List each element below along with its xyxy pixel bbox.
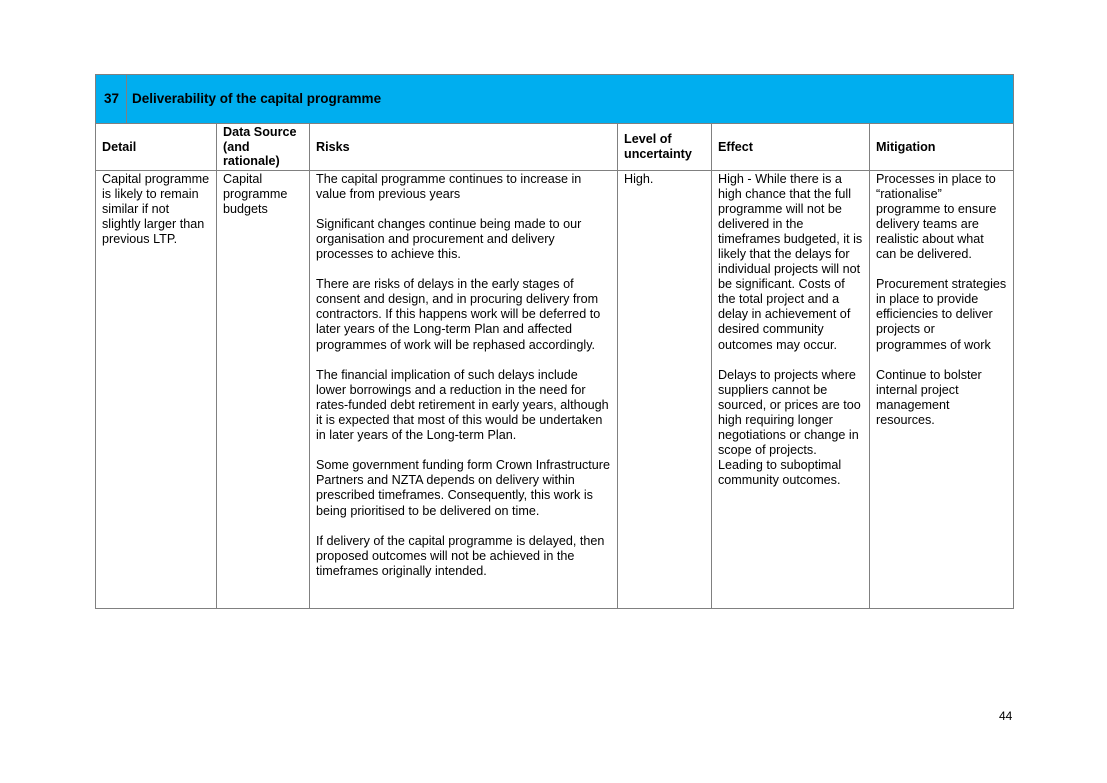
column-header-detail: Detail [96,124,217,171]
uncertainty-header-line: Level of [624,132,672,147]
column-header-risks: Risks [310,124,618,171]
column-header-mitigation: Mitigation [870,124,1014,171]
section-header-row [96,75,1014,124]
effect-cell [712,170,870,608]
column-header-uncertainty [618,124,712,171]
risk-paragraph: Some government funding form Crown Infrastructure Partners and NZTA depends on delivery within prescribed timeframes. Consequently, this work is being prioritised to be delivered on time. [316,458,610,518]
data-source-cell: Capital programme budgets [217,170,310,608]
risk-paragraph: Significant changes continue being made to our organisation and procurement and delivery processes to achieve this. [316,216,582,261]
data-source-header-line: Data Source [223,125,297,139]
column-header-row [96,124,1014,171]
uncertainty-cell: High. [618,170,712,608]
mitigation-paragraph: Procurement strategies in place to provide efficiencies to deliver projects or programmes of work [876,277,1007,352]
risk-paragraph: The capital programme continues to increase in value from previous years [316,171,582,201]
effect-paragraph: Delays to projects where suppliers cannot be sourced, or prices are too high requiring longer negotiations or change in scope of projects. Leading to suboptimal community outcomes. [718,367,861,488]
effect-paragraph: High - While there is a high chance that the full programme will not be delivered in the timeframes budgeted, it is likely that the delays for individual projects will not be significant. Costs of the total project and a delay in achievement of desired community outcomes may occur. [718,171,863,352]
assumption-table [95,74,1014,609]
section-title: Deliverability of the capital programme [127,75,1014,124]
risk-paragraph: If delivery of the capital programme is delayed, then proposed outcomes will not be achieved in the timeframes originally intended. [316,533,605,578]
mitigation-paragraph: Processes in place to “rationalise” programme to ensure delivery teams are realistic about what can be delivered. [876,171,997,261]
page-number: 44 [999,709,1013,723]
column-header-effect: Effect [712,124,870,171]
data-source-header-line: rationale) [223,154,280,168]
section-number: 37 [96,75,127,124]
column-header-data-source [217,124,310,171]
mitigation-cell [870,170,1014,608]
risk-paragraph: There are risks of delays in the early stages of consent and design, and in procuring delivery from contractors. If this happens work will be deferred to later years of the Long-term Plan and affected programmes of work will be rephased accordingly. [316,277,601,352]
risks-cell [310,170,618,608]
risk-paragraph: The financial implication of such delays include lower borrowings and a reduction in the need for rates-funded debt retirement in early years, although it is expected that most of this would be undertaken in later years of the Long-term Plan. [316,367,609,443]
uncertainty-header-line: uncertainty [624,146,692,161]
detail-cell: Capital programme is likely to remain similar if not slightly larger than previous LTP. [96,170,217,608]
mitigation-paragraph: Continue to bolster internal project management resources. [876,367,982,427]
data-source-header-line: (and [223,139,250,154]
table-row [96,170,1014,608]
